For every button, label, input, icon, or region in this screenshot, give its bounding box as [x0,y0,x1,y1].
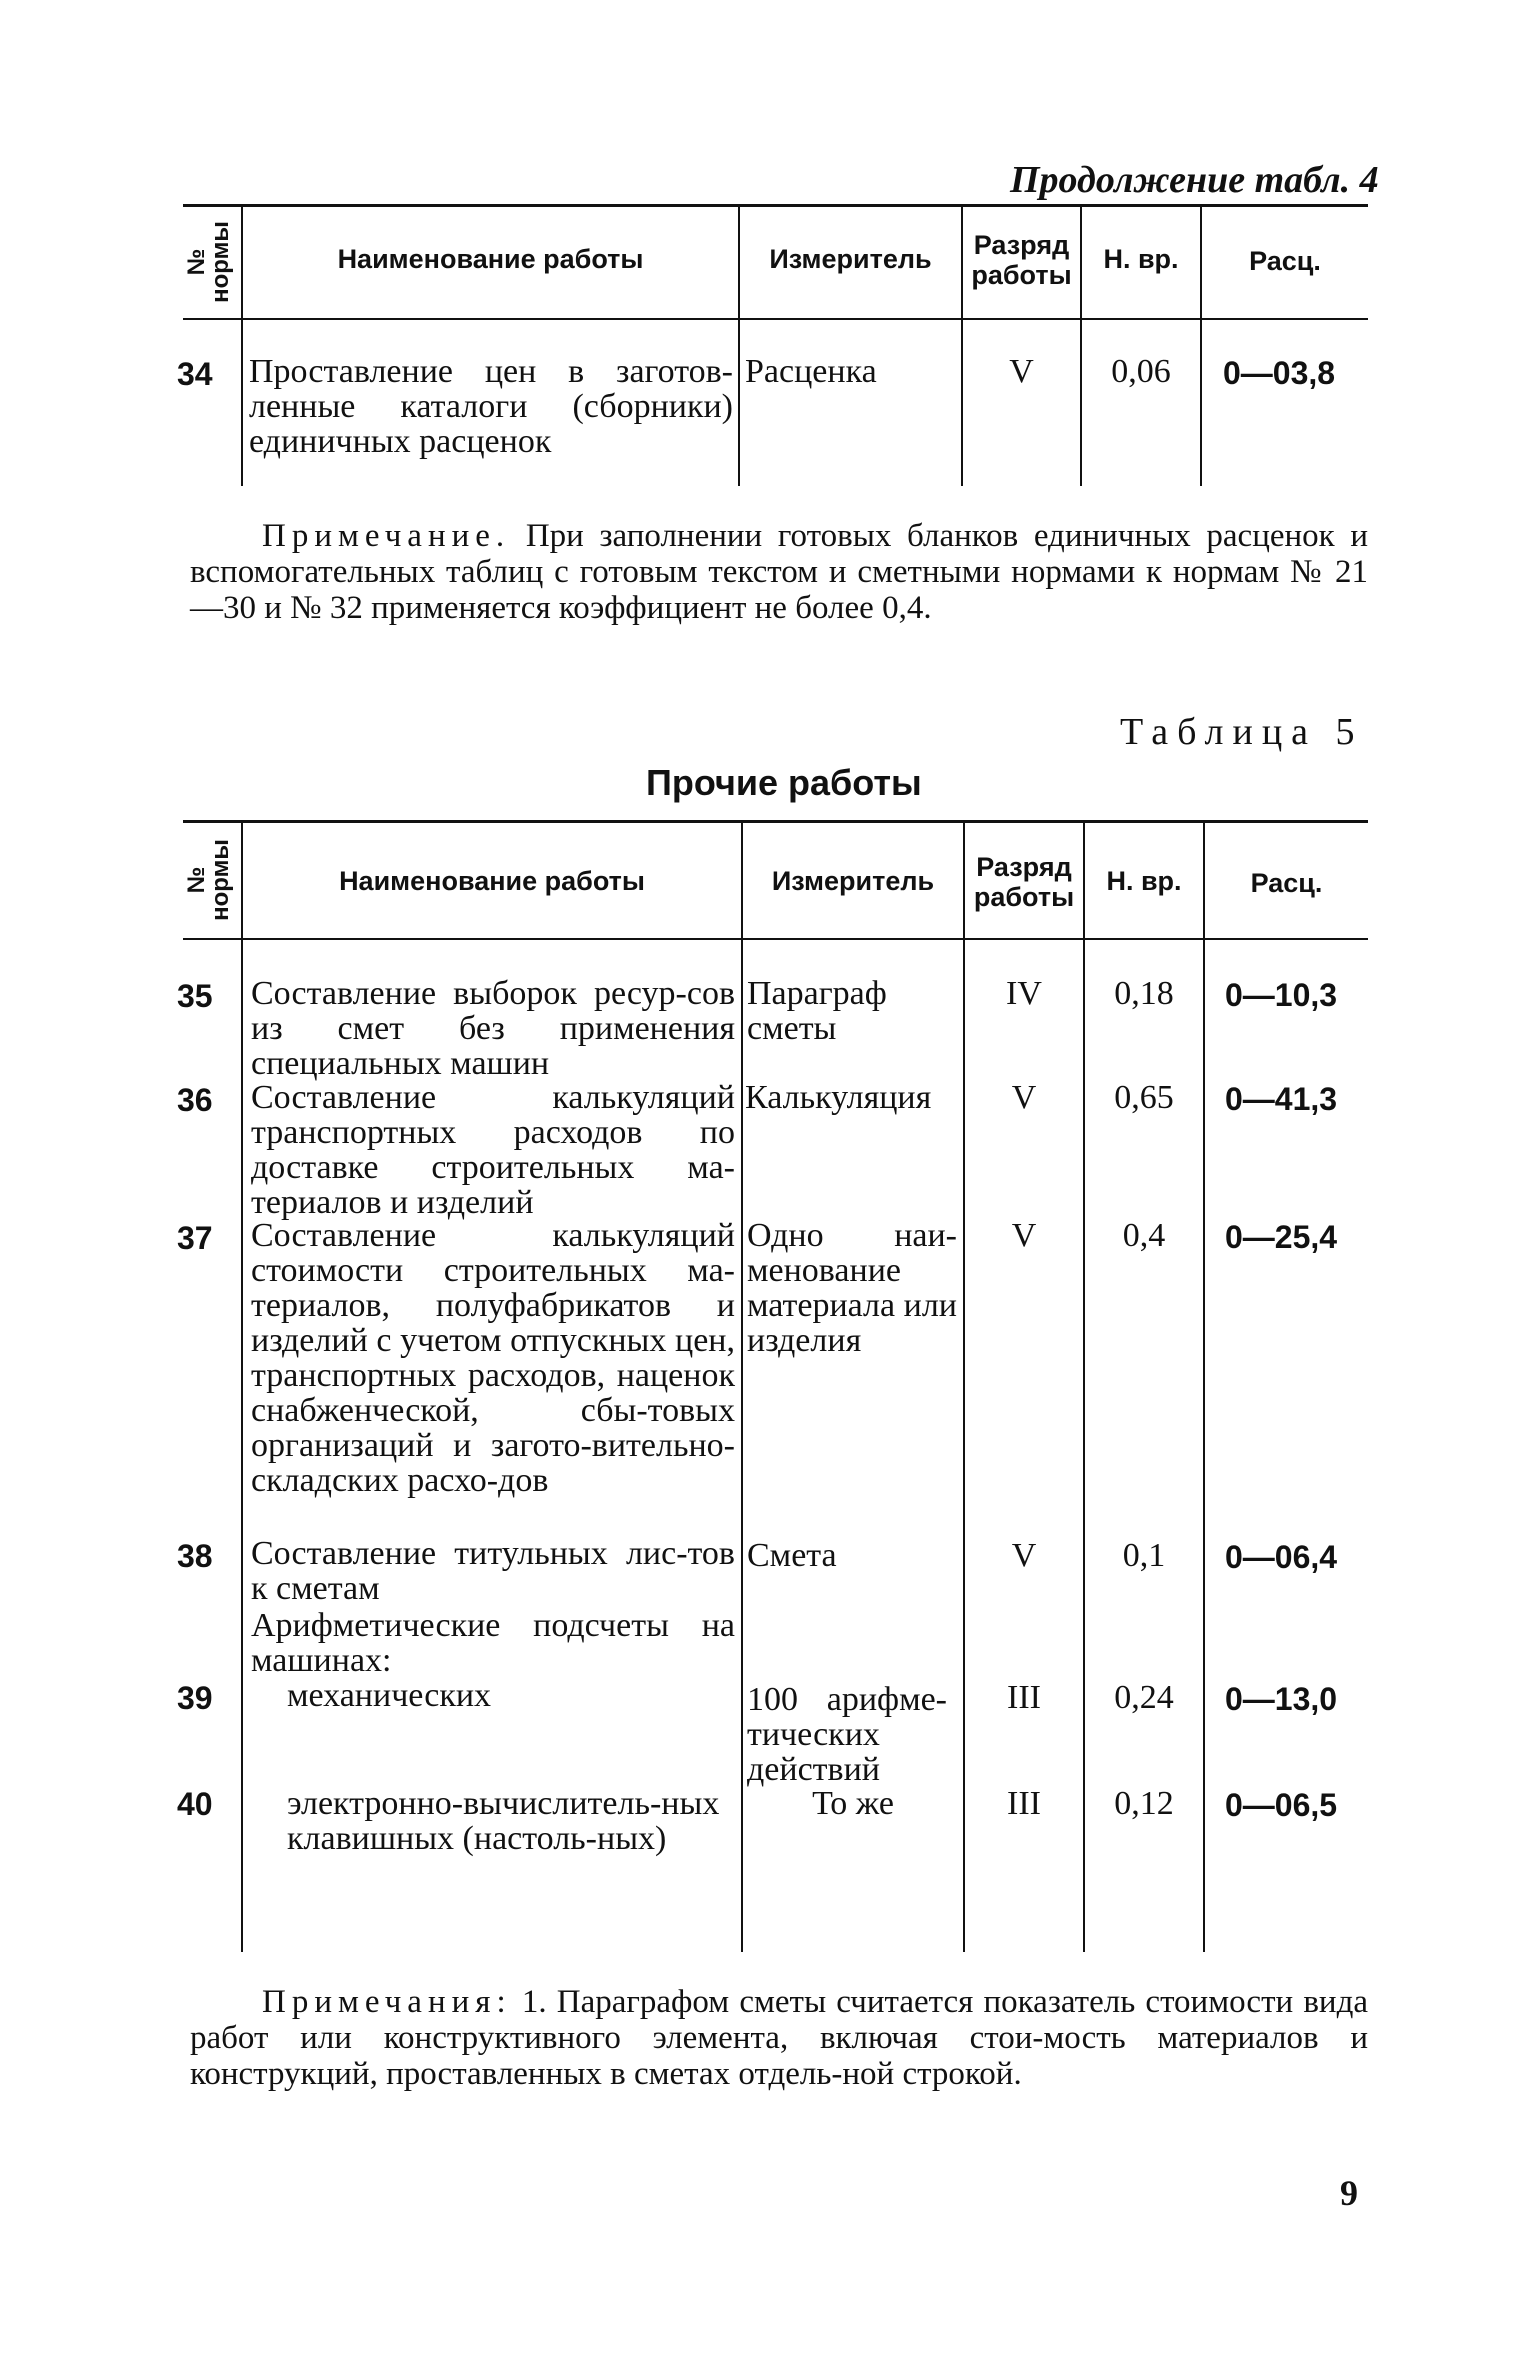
note-1 [190,518,1368,626]
header-grade: Разряд работы [971,230,1072,290]
table-row-37-rate: 0—25,4 [1225,1219,1338,1255]
table-5 [177,820,1368,1952]
table-row-37-name: Составление калькуляций стоимости строительных ма-териалов, полуфабрикатов и изделий с учетом отпускных цен, транспортных расходов, наценок снабженческой, сбы-товых организаций и загото-вительно-складских расхо-дов [251,1217,735,1499]
table-row-34-unit: Расценка [745,353,877,390]
table-top-rule [183,820,1368,823]
table-row-40-rate: 0—06,5 [1225,1787,1338,1823]
table-row-37-grade: V [1011,1217,1037,1254]
continuation-caption: Продолжение табл. 4 [1010,159,1379,201]
table-row-35-time: 0,18 [1114,975,1174,1012]
table-row-36-time: 0,65 [1114,1079,1174,1116]
table-row-36-grade: V [1011,1079,1037,1116]
header-norm-no: № нормы [183,221,234,303]
header-time: Н. вр. [1106,866,1182,896]
table-row-35-unit: Параграф сметы [747,975,887,1047]
header-rate: Расц. [1250,868,1323,898]
table-group-heading: Арифметические подсчеты на машинах: [251,1607,735,1679]
header-name: Наименование работы [337,244,644,274]
table-row-39-time: 0,24 [1114,1679,1174,1716]
table-row-36-no: 36 [177,1082,213,1118]
table-row-40-grade: III [1007,1785,1041,1822]
table-row-39-grade: III [1007,1679,1041,1716]
table-row-38-grade: V [1011,1537,1037,1574]
table-row-34-name: Проставление цен в заготов-ленные каталоги (сборники) единичных расценок [249,353,733,460]
table-row-39-name: механических [287,1677,492,1714]
table-row-38-name: Составление титульных лис-тов к сметам [251,1535,735,1607]
header-rate: Расц. [1249,246,1321,276]
table-row-36-rate: 0—41,3 [1225,1081,1338,1117]
page-number: 9 [1340,2173,1358,2213]
note-2 [190,1984,1368,2092]
table-row-34-no: 34 [177,356,213,392]
note-2-text: 1. Параграфом сметы считается показатель стоимости вида работ или конструктивного элемента, включая стои-мость материалов и конструкций, проставленных в сметах отдель-ной строкой. [190,1984,1369,2092]
table-row-40-no: 40 [177,1786,213,1822]
table-row-38-no: 38 [177,1538,213,1574]
header-unit: Измеритель [771,866,935,896]
header-name: Наименование работы [339,866,645,896]
table-row-40-unit: То же [812,1785,894,1822]
table-top-rule [183,204,1368,207]
note-1-text: При заполнении готовых бланков единичных расценок и вспомогательных таблиц с готовым текстом и сметными нормами к нормам № 21—30 и № 32 применяется коэффициент не более 0,4. [190,518,1368,626]
header-unit: Измеритель [769,244,932,274]
table-row-35-rate: 0—10,3 [1225,977,1338,1013]
table-row-35-no: 35 [177,978,213,1014]
table-row-34-rate: 0—03,8 [1223,355,1336,391]
header-time: Н. вр. [1103,244,1179,274]
table-row-36-unit: Калькуляция [745,1079,932,1116]
table-row-39-rate: 0—13,0 [1225,1681,1338,1717]
table-5-title: Прочие работы [646,762,922,803]
header-norm-no: № нормы [183,839,234,921]
table-row-38-time: 0,1 [1122,1537,1166,1574]
table-row-38-unit: Смета [747,1537,837,1574]
table-row-40-time: 0,12 [1114,1785,1174,1822]
table-4 [177,204,1368,486]
table-row-35-name: Составление выборок ресур-сов из смет без применения специальных машин [251,975,735,1082]
note-2-label: Примечания: [262,1984,512,2020]
note-1-label: Примечание. [262,518,511,554]
table-5-caption: Таблица 5 [1120,711,1364,753]
header-grade: Разряд работы [973,852,1075,912]
table-row-34-time: 0,06 [1111,353,1171,390]
table-row-36-name: Составление калькуляций транспортных расходов по доставке строительных ма-териалов и изделий [251,1079,735,1221]
header-bottom-rule [183,318,1368,320]
table-row-37-time: 0,4 [1122,1217,1166,1254]
header-bottom-rule [183,938,1368,940]
table-row-34-grade: V [1009,353,1034,390]
table-row-39-no: 39 [177,1680,213,1716]
table-row-40-name: электронно-вычислитель-ных клавишных (настоль-ных) [287,1785,720,1857]
table-row-37-unit: Одно наи-менование материала или изделия [747,1217,957,1359]
table-row-35-grade: IV [1006,975,1042,1012]
table-row-37-no: 37 [177,1220,213,1256]
table-row-39-unit: 100 арифме-тических действий [747,1681,947,1788]
table-row-38-rate: 0—06,4 [1225,1539,1338,1575]
